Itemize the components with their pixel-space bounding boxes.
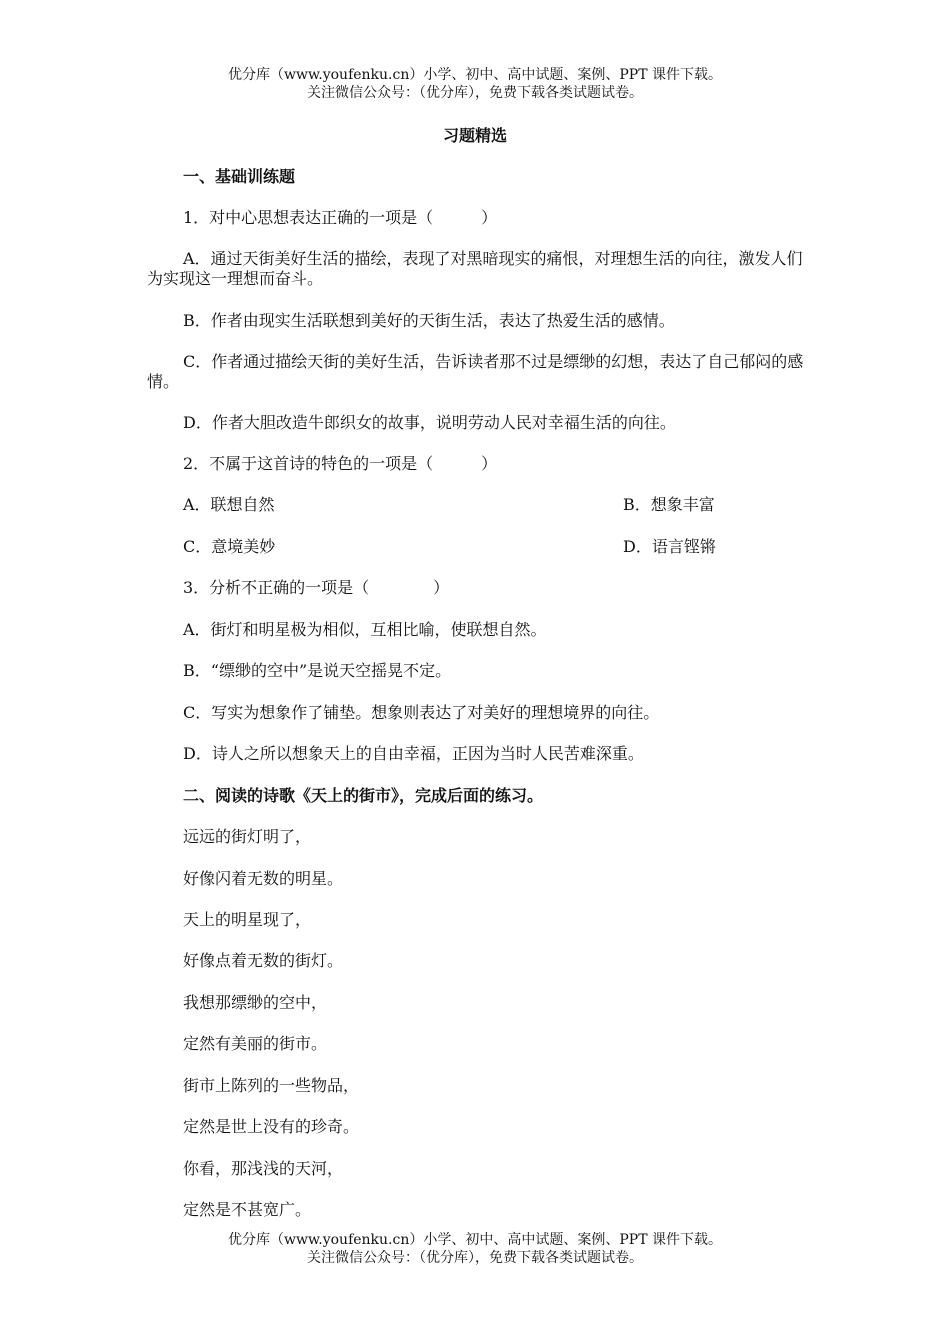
section1-heading: 一、基础训练题 <box>183 167 296 186</box>
poem-line: 天上的明星现了， <box>183 910 312 929</box>
page-title: 习题精选 <box>442 126 507 145</box>
poem-line: 你看，那浅浅的天河， <box>183 1159 344 1178</box>
footer-line-2: 关注微信公众号：（优分库），免费下载各类试题试卷。 <box>307 1250 643 1266</box>
q2-option-b: B．想象丰富 <box>623 495 715 514</box>
q2-option-c: C．意境美妙 <box>183 537 276 556</box>
q3-option-d: D．诗人之所以想象天上的自由幸福，正因为当时人民苦难深重。 <box>183 744 644 763</box>
q3-option-c: C．写实为想象作了铺垫。想象则表达了对美好的理想境界的向往。 <box>183 703 660 722</box>
q2-option-d: D．语言铿锵 <box>623 537 716 556</box>
page-header <box>0 66 950 102</box>
q1-option-d: D．作者大胆改造牛郎织女的故事，说明劳动人民对幸福生活的向往。 <box>183 413 676 432</box>
q3-option-b: B．“缥缈的空中”是说天空摇晃不定。 <box>183 661 452 680</box>
footer-line-1: 优分库（www.youfenku.cn）小学、初中、高中试题、案例、PPT 课件下载。 <box>227 1232 722 1248</box>
poem-line: 定然是世上没有的珍奇。 <box>183 1117 360 1136</box>
poem-line: 定然有美丽的街市。 <box>183 1034 328 1053</box>
poem-line: 好像闪着无数的明星。 <box>183 869 344 888</box>
header-line-1: 优分库（www.youfenku.cn）小学、初中、高中试题、案例、PPT 课件下载。 <box>227 67 722 83</box>
q2-option-a: A．联想自然 <box>183 495 275 514</box>
poem-line: 街市上陈列的一些物品， <box>183 1076 360 1095</box>
poem-line: 好像点着无数的街灯。 <box>183 951 344 970</box>
q1-option-a: A．通过天街美好生活的描绘，表现了对黑暗现实的痛恨，对理想生活的向往，激发人们为实现这一理想而奋斗。 <box>147 249 803 288</box>
q1-option-b: B．作者由现实生活联想到美好的天街生活，表达了热爱生活的感情。 <box>183 311 675 330</box>
poem-line: 我想那缥缈的空中， <box>183 993 328 1012</box>
page-footer <box>0 1231 950 1267</box>
q2-stem: 2．不属于这首诗的特色的一项是（ ） <box>183 454 498 473</box>
header-line-2: 关注微信公众号：（优分库），免费下载各类试题试卷。 <box>307 85 643 101</box>
q3-stem: 3．分析不正确的一项是（ ） <box>183 578 450 597</box>
poem-line: 远远的街灯明了， <box>183 827 312 846</box>
q1-stem: 1．对中心思想表达正确的一项是（ ） <box>183 208 498 227</box>
q1-option-c: C．作者通过描绘天街的美好生活，告诉读者那不过是缥缈的幻想，表达了自己郁闷的感情。 <box>147 352 804 391</box>
poem-line: 定然是不甚宽广。 <box>183 1200 312 1219</box>
section2-heading: 二、阅读的诗歌《天上的街市》，完成后面的练习。 <box>183 786 544 805</box>
q3-option-a: A．街灯和明星极为相似，互相比喻，使联想自然。 <box>183 620 547 639</box>
